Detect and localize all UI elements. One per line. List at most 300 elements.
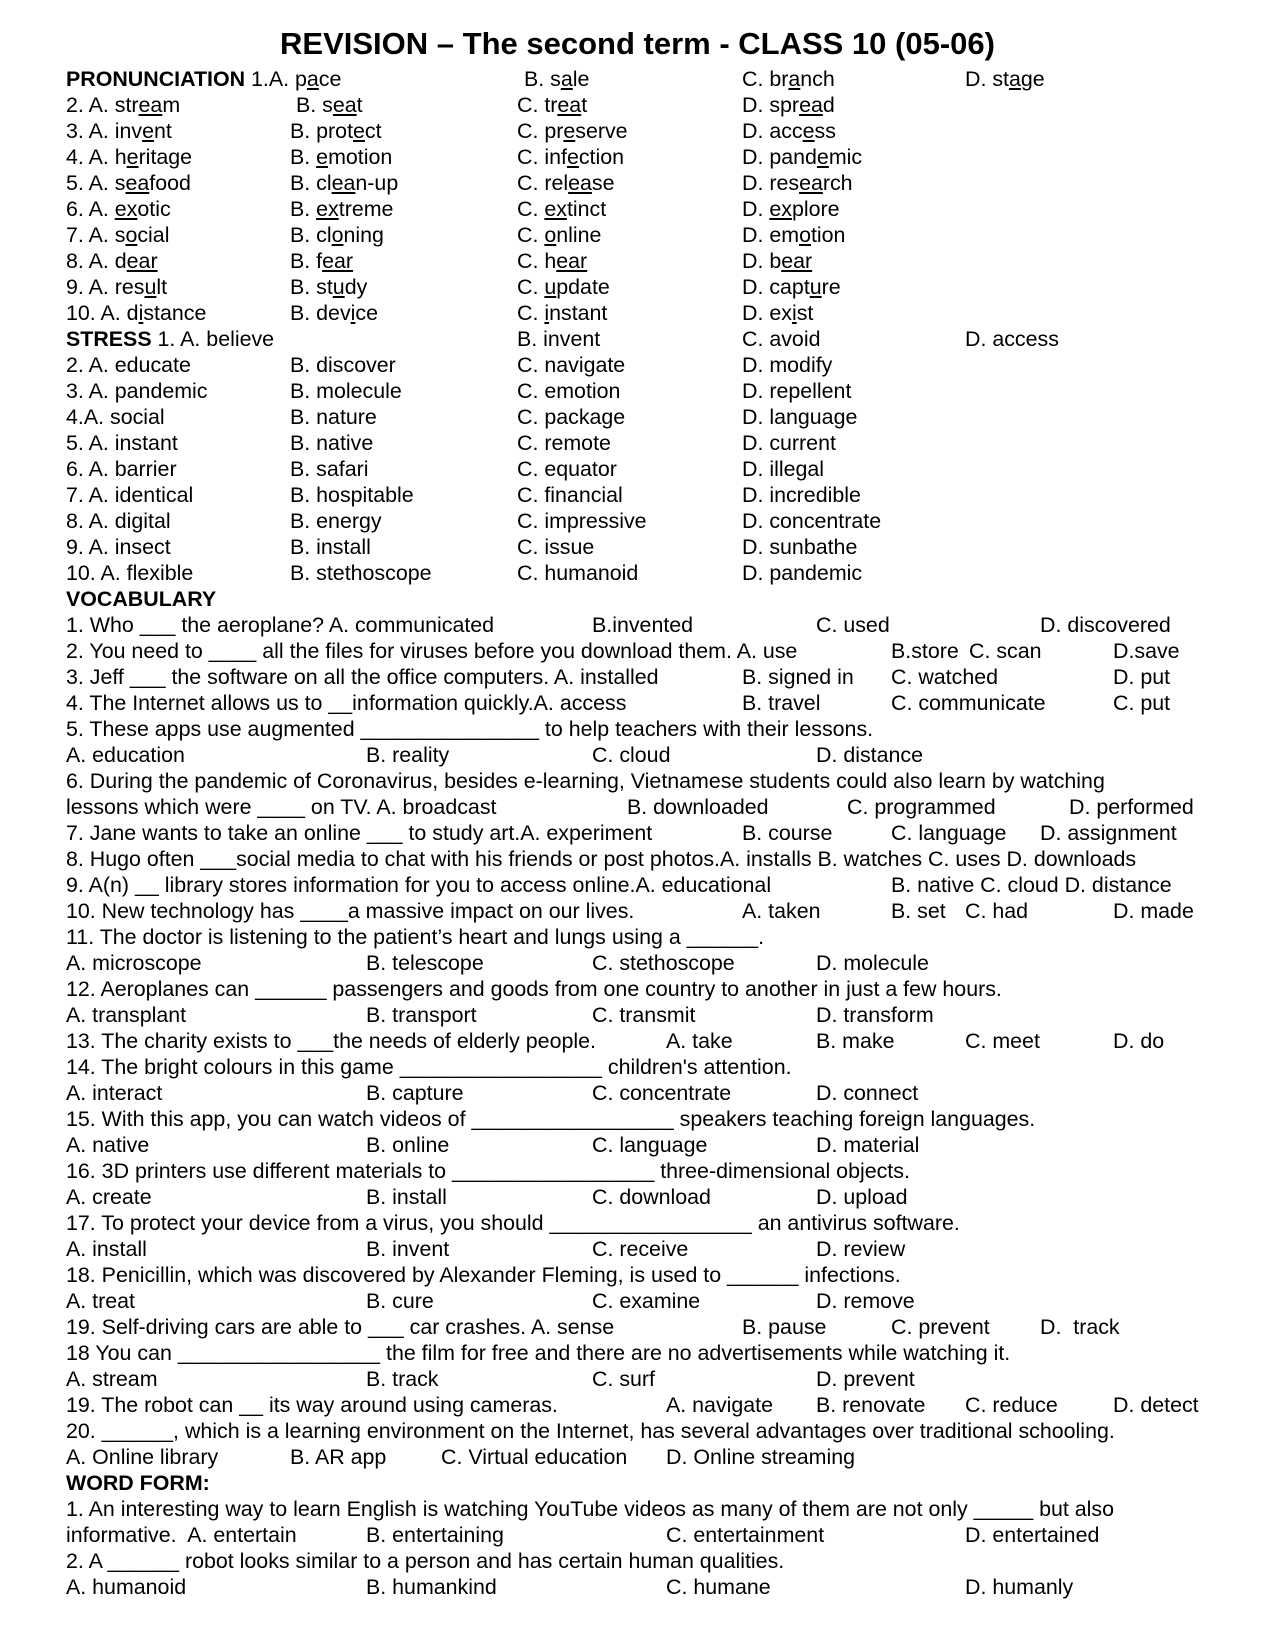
underlined-sound: a <box>1008 67 1021 91</box>
text-segment <box>592 1002 695 1028</box>
text-run: 3. A. inv <box>66 119 143 143</box>
text-segment <box>66 1548 784 1574</box>
text-segment <box>66 924 764 950</box>
text-run: C. Virtual education <box>441 1445 628 1469</box>
text-run: B. make <box>816 1029 895 1053</box>
text-run: 6. During the pandemic of Coronavirus, besides e-learning, Vietnamese students could also learn by watching <box>66 769 1105 793</box>
underlined-sound: ea <box>331 171 356 195</box>
text-run: 10. A. d <box>66 301 139 325</box>
underlined-sound: e <box>316 145 329 169</box>
text-run: B. nature <box>290 405 377 429</box>
text-run: C. package <box>517 405 626 429</box>
text-run: B. entertaining <box>366 1523 504 1547</box>
text-segment <box>517 352 625 378</box>
text-run: D. detect <box>1113 1393 1199 1417</box>
text-run: 18 You can _________________ the film for free and there are no advertisements while watching it. <box>66 1341 1011 1365</box>
text-run: B. travel <box>742 691 821 715</box>
text-run: D. put <box>1113 665 1171 689</box>
text-run: C. transmit <box>592 1003 696 1027</box>
text-segment <box>965 1522 1099 1548</box>
text-segment <box>366 1002 477 1028</box>
text-run: 4. A. h <box>66 145 127 169</box>
text-segment <box>290 144 392 170</box>
text-run: D. do <box>1113 1029 1165 1053</box>
underlined-sound: ea <box>568 171 592 195</box>
text-run: C. equator <box>517 457 617 481</box>
text-run: D. connect <box>816 1081 919 1105</box>
section-heading: PRONUNCIATION <box>66 67 246 91</box>
text-segment <box>965 1028 1040 1054</box>
text-run: C. prevent <box>891 1315 990 1339</box>
text-run: 7. A. s <box>66 223 126 247</box>
text-segment <box>66 1418 1115 1444</box>
underlined-sound: e <box>142 119 155 143</box>
text-segment <box>66 1262 901 1288</box>
text-segment <box>742 352 832 378</box>
text-run: 19. Self-driving cars are able to ___ car crashes. A. sense <box>66 1315 615 1339</box>
text-run: B. online <box>366 1133 450 1157</box>
text-segment <box>965 898 1028 924</box>
text-segment <box>965 66 1045 92</box>
text-segment <box>366 1522 504 1548</box>
text-run: C. put <box>1113 691 1171 715</box>
text-run: A. transplant <box>66 1003 187 1027</box>
text-run: 6. A. <box>66 197 115 221</box>
text-run: D. review <box>816 1237 906 1261</box>
text-run: B. native C. cloud D. distance <box>891 873 1172 897</box>
text-run: B. molecule <box>290 379 402 403</box>
text-run: 13. The charity exists to ___the needs of elderly people. <box>66 1029 596 1053</box>
text-run: D. em <box>742 223 800 247</box>
text-run: 1. An interesting way to learn English is watching YouTube videos as many of them are not only _____ but also <box>66 1497 1114 1521</box>
text-segment <box>66 196 171 222</box>
text-segment <box>66 248 158 274</box>
text-segment <box>290 378 402 404</box>
text-run: B. telescope <box>366 951 484 975</box>
text-run: 18. Penicillin, which was discovered by Alexander Fleming, is used to ______ infections. <box>66 1263 901 1287</box>
text-segment <box>666 1574 771 1600</box>
text-segment <box>742 248 812 274</box>
text-segment <box>965 1392 1058 1418</box>
text-run: A. taken <box>742 899 821 923</box>
text-segment <box>66 1158 910 1184</box>
text-run: C. used <box>816 613 890 637</box>
text-segment <box>290 560 432 586</box>
text-segment <box>66 1236 147 1262</box>
text-segment <box>66 352 191 378</box>
text-run: treme <box>338 197 394 221</box>
text-segment <box>816 1236 905 1262</box>
text-run: C. inf <box>517 145 567 169</box>
text-segment <box>290 352 396 378</box>
text-segment <box>66 1470 210 1496</box>
text-run: C. h <box>517 249 557 273</box>
text-segment <box>66 820 652 846</box>
text-run: tinct <box>566 197 607 221</box>
underlined-sound: e <box>802 119 815 143</box>
underlined-sound: ea <box>557 93 582 117</box>
text-run: D. st <box>965 67 1009 91</box>
text-run: A. humanoid <box>66 1575 187 1599</box>
underlined-sound: ear <box>556 249 588 273</box>
text-run: st <box>796 301 814 325</box>
text-run: ning <box>343 223 384 247</box>
text-run: 8. Hugo often ___social media to chat with his friends or post photos.A. installs B. watches C. uses D. downloads <box>66 847 1137 871</box>
text-segment <box>742 404 857 430</box>
text-run: D. humanly <box>965 1575 1074 1599</box>
text-run: food <box>149 171 191 195</box>
text-run: serve <box>575 119 628 143</box>
text-run: D. acc <box>742 119 803 143</box>
text-run: C. concentrate <box>592 1081 732 1105</box>
section-heading: WORD FORM: <box>66 1471 210 1495</box>
text-run: C. stethoscope <box>592 951 735 975</box>
text-segment <box>742 300 813 326</box>
text-run: B. discover <box>290 353 396 377</box>
text-segment <box>366 1288 434 1314</box>
underlined-sound: o <box>544 223 557 247</box>
underlined-sound: ea <box>138 93 163 117</box>
text-segment <box>66 1002 186 1028</box>
text-run: 1. Who ___ the aeroplane? A. communicated <box>66 613 495 637</box>
text-run: 17. To protect your device from a virus, you should _________________ an antivirus software. <box>66 1211 960 1235</box>
text-segment <box>592 1132 707 1158</box>
text-run: t <box>581 93 588 117</box>
underlined-sound: e <box>816 145 829 169</box>
text-segment <box>66 92 180 118</box>
text-segment <box>290 1444 386 1470</box>
text-segment <box>366 1366 439 1392</box>
text-run: D. material <box>816 1133 920 1157</box>
text-run: 1.A. p <box>245 67 307 91</box>
text-run: 9. A(n) __ library stores information for you to access online.A. educational <box>66 873 772 897</box>
text-segment <box>816 742 923 768</box>
text-segment <box>66 898 634 924</box>
text-segment <box>742 274 841 300</box>
underlined-sound: ear <box>322 249 354 273</box>
text-segment <box>290 404 377 430</box>
underlined-sound: ea <box>799 93 823 117</box>
text-run: A. education <box>66 743 185 767</box>
text-run: rch <box>822 171 853 195</box>
text-segment <box>742 482 861 508</box>
text-run: 20. ______, which is a learning environment on the Internet, has several advantages over traditional schooling. <box>66 1419 1115 1443</box>
text-run: stance <box>143 301 207 325</box>
text-segment <box>517 170 615 196</box>
text-segment <box>66 976 1002 1002</box>
text-run: C. watched <box>891 665 999 689</box>
text-run: C. meet <box>965 1029 1040 1053</box>
text-segment <box>742 118 836 144</box>
text-segment <box>742 66 835 92</box>
text-segment <box>66 1574 186 1600</box>
text-segment <box>441 1444 627 1470</box>
text-segment <box>592 1184 711 1210</box>
text-run: C. scan <box>969 639 1042 663</box>
text-segment <box>290 534 371 560</box>
text-run: 4.A. social <box>66 405 165 429</box>
text-segment <box>965 326 1059 352</box>
text-run: B. energy <box>290 509 382 533</box>
text-segment <box>66 664 659 690</box>
text-run: lessons which were ____ on TV. A. broadcast <box>66 795 497 819</box>
text-run: otic <box>137 197 171 221</box>
text-run: 8. A. d <box>66 249 127 273</box>
underlined-sound: e <box>566 145 579 169</box>
text-segment <box>666 1444 855 1470</box>
text-segment <box>66 612 494 638</box>
text-run: B. humankind <box>366 1575 497 1599</box>
text-run: D. pandemic <box>742 561 863 585</box>
text-segment <box>666 1522 824 1548</box>
text-run: D. b <box>742 249 782 273</box>
text-segment <box>290 196 393 222</box>
text-segment <box>891 690 1046 716</box>
text-run: 7. A. identical <box>66 483 194 507</box>
text-run: D. <box>742 197 770 221</box>
text-segment <box>66 118 172 144</box>
text-segment <box>517 196 606 222</box>
text-run: D. performed <box>1069 795 1194 819</box>
text-segment <box>742 534 857 560</box>
text-run: D. distance <box>816 743 924 767</box>
text-run: B. cl <box>290 171 332 195</box>
text-run: D. language <box>742 405 858 429</box>
text-segment <box>290 482 414 508</box>
text-segment <box>666 1028 733 1054</box>
text-run: C. impressive <box>517 509 647 533</box>
text-run: D. track <box>1040 1315 1120 1339</box>
text-run: C. emotion <box>517 379 621 403</box>
text-segment <box>847 794 996 820</box>
text-segment <box>66 716 873 742</box>
underlined-sound: u <box>809 275 822 299</box>
text-segment <box>891 638 959 664</box>
text-segment <box>742 560 862 586</box>
text-run: B. downloaded <box>627 795 769 819</box>
text-segment <box>627 794 769 820</box>
underlined-sound: o <box>799 223 811 247</box>
text-run: 14. The bright colours in this game _________________ children's attention. <box>66 1055 792 1079</box>
text-run: ss <box>814 119 836 143</box>
text-run: A. take <box>666 1029 733 1053</box>
text-segment <box>517 118 628 144</box>
text-segment <box>66 1028 596 1054</box>
text-segment <box>66 1314 614 1340</box>
text-segment <box>66 1106 1035 1132</box>
text-segment <box>66 1340 1010 1366</box>
text-run: A. stream <box>66 1367 158 1391</box>
text-run: B. capture <box>366 1081 464 1105</box>
text-segment <box>66 1366 158 1392</box>
text-run: D. Online streaming <box>666 1445 856 1469</box>
text-segment <box>592 950 735 976</box>
text-run: 11. The doctor is listening to the patient’s heart and lungs using a ______. <box>66 925 765 949</box>
text-segment <box>66 586 216 612</box>
underlined-sound: ex <box>769 197 792 221</box>
text-segment <box>742 898 820 924</box>
text-run: D. entertained <box>965 1523 1100 1547</box>
text-segment <box>816 1028 894 1054</box>
text-segment <box>66 300 206 326</box>
text-segment <box>66 1444 218 1470</box>
underlined-sound: u <box>144 275 157 299</box>
text-segment <box>517 144 624 170</box>
text-segment <box>66 274 167 300</box>
text-segment <box>1113 898 1194 924</box>
text-run: 10. A. flexible <box>66 561 194 585</box>
underlined-sound: i <box>544 301 550 325</box>
text-segment <box>66 456 177 482</box>
page-title: REVISION – The second term - CLASS 10 (05-06) <box>280 26 995 61</box>
text-segment <box>592 1288 700 1314</box>
text-run: C. download <box>592 1185 711 1209</box>
underlined-sound: ex <box>316 197 339 221</box>
text-segment <box>742 170 853 196</box>
text-segment <box>66 534 171 560</box>
text-run: nt <box>154 119 172 143</box>
text-run: C. rel <box>517 171 569 195</box>
text-segment <box>66 430 178 456</box>
underlined-sound: i <box>138 301 144 325</box>
text-segment <box>1113 1028 1164 1054</box>
text-run: C. <box>517 301 545 325</box>
text-segment <box>66 1392 558 1418</box>
underlined-sound: ea <box>125 171 150 195</box>
text-run: B. s <box>524 67 561 91</box>
underlined-sound: a <box>560 67 573 91</box>
text-run: ct <box>364 119 382 143</box>
text-run: B. set <box>891 899 946 923</box>
text-segment <box>66 378 208 404</box>
text-run: C. issue <box>517 535 595 559</box>
text-run: D. res <box>742 171 800 195</box>
text-segment <box>742 196 840 222</box>
text-run: B.invented <box>592 613 694 637</box>
text-run: 9. A. res <box>66 275 145 299</box>
text-run: 2. You need to ____ all the files for viruses before you download them. A. use <box>66 639 798 663</box>
text-segment <box>66 794 496 820</box>
text-run: C. br <box>742 67 789 91</box>
text-run: B. <box>290 145 317 169</box>
section-heading: STRESS <box>66 327 152 351</box>
text-run: re <box>821 275 841 299</box>
text-run: C. pr <box>517 119 564 143</box>
text-run: 2. A. educate <box>66 353 191 377</box>
text-segment <box>66 1080 162 1106</box>
text-run: D. molecule <box>816 951 929 975</box>
text-run: B. invent <box>366 1237 450 1261</box>
text-segment <box>290 456 368 482</box>
text-segment <box>742 820 832 846</box>
text-segment <box>66 1132 149 1158</box>
text-run: 5. A. instant <box>66 431 178 455</box>
text-run: B. <box>290 197 317 221</box>
text-segment <box>816 950 929 976</box>
text-segment <box>592 1236 688 1262</box>
text-segment <box>742 508 881 534</box>
text-segment <box>366 1080 464 1106</box>
text-segment <box>816 1132 919 1158</box>
text-segment <box>816 1184 908 1210</box>
text-segment <box>1040 1314 1120 1340</box>
text-run: ge <box>1020 67 1045 91</box>
text-segment <box>666 1392 773 1418</box>
text-run: D. modify <box>742 353 833 377</box>
text-run: B. install <box>366 1185 447 1209</box>
text-run: ction <box>578 145 625 169</box>
text-run: plore <box>791 197 840 221</box>
text-run: B. dev <box>290 301 351 325</box>
text-run: C. surf <box>592 1367 655 1391</box>
text-segment <box>1113 1392 1199 1418</box>
text-segment <box>742 690 820 716</box>
underlined-sound: i <box>350 301 356 325</box>
text-segment <box>524 66 589 92</box>
text-run: C. examine <box>592 1289 701 1313</box>
text-run: C. language <box>592 1133 708 1157</box>
text-segment <box>290 274 367 300</box>
text-run: C. <box>517 197 545 221</box>
text-run: 19. The robot can __ its way around using cameras. <box>66 1393 558 1417</box>
text-segment <box>296 92 363 118</box>
text-run: 16. 3D printers use different materials to _________________ three-dimensional objects. <box>66 1159 910 1183</box>
text-segment <box>366 1132 449 1158</box>
text-run: C. reduce <box>965 1393 1058 1417</box>
text-segment <box>742 378 851 404</box>
text-segment <box>66 1522 297 1548</box>
text-run: D. remove <box>816 1289 915 1313</box>
text-segment <box>517 300 607 326</box>
text-run: 2. A. str <box>66 93 139 117</box>
text-run: C. humanoid <box>517 561 639 585</box>
text-run: D. discovered <box>1040 613 1171 637</box>
text-run: C. remote <box>517 431 611 455</box>
text-segment <box>742 222 845 248</box>
text-segment <box>517 482 623 508</box>
underlined-sound: ex <box>544 197 567 221</box>
text-segment <box>517 326 600 352</box>
text-run: nch <box>800 67 835 91</box>
text-run: C. <box>517 223 545 247</box>
text-run: lt <box>156 275 168 299</box>
text-run: C. tr <box>517 93 558 117</box>
underlined-sound: ea <box>332 93 357 117</box>
text-run: D. sunbathe <box>742 535 858 559</box>
text-segment <box>66 508 171 534</box>
underlined-sound: ex <box>114 197 138 221</box>
text-run: A. treat <box>66 1289 135 1313</box>
text-run: mic <box>828 145 863 169</box>
text-run: C. had <box>965 899 1029 923</box>
text-segment <box>891 898 946 924</box>
text-segment <box>816 1392 925 1418</box>
text-segment <box>816 1002 934 1028</box>
text-run: D. upload <box>816 1185 908 1209</box>
text-run: 7. Jane wants to take an online ___ to study art.A. experiment <box>66 821 653 845</box>
text-segment <box>66 560 193 586</box>
text-segment <box>517 508 647 534</box>
text-segment <box>517 222 601 248</box>
text-run: C. financial <box>517 483 623 507</box>
text-run: 15. With this app, you can watch videos of _________________ speakers teaching foreign languages. <box>66 1107 1036 1131</box>
text-run: D. transform <box>816 1003 934 1027</box>
text-run: B. reality <box>366 743 450 767</box>
text-run: informative. A. entertain <box>66 1523 297 1547</box>
text-run: le <box>572 67 590 91</box>
underlined-sound: o <box>331 223 344 247</box>
text-run: n-up <box>355 171 399 195</box>
